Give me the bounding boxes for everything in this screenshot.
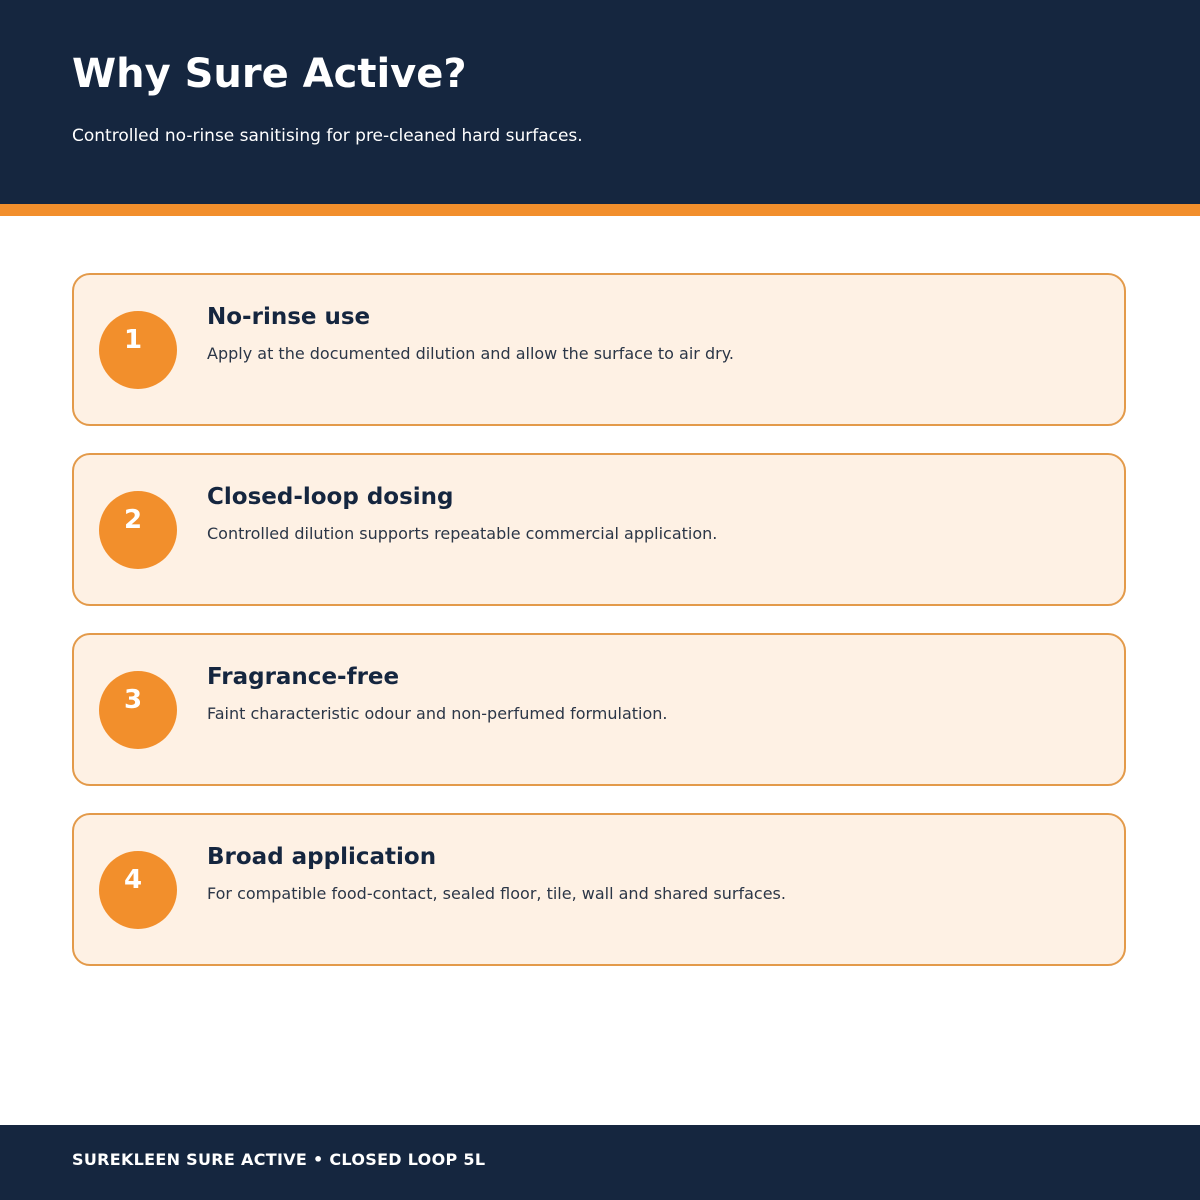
badge-number: 2 (123, 505, 143, 535)
feature-description: For compatible food-contact, sealed floor, tile, wall and shared surfaces. (207, 884, 786, 903)
footer-text: SUREKLEEN SURE ACTIVE • CLOSED LOOP 5L (72, 1150, 486, 1169)
badge-number: 1 (123, 325, 143, 355)
feature-title: Broad application (207, 844, 437, 870)
feature-card-broad-application (72, 813, 1126, 966)
page-title: Why Sure Active? (72, 51, 467, 97)
page-subtitle: Controlled no-rinse sanitising for pre-cleaned hard surfaces. (72, 126, 583, 146)
feature-card-no-rinse (72, 273, 1126, 426)
badge-number: 3 (123, 685, 143, 715)
feature-description: Apply at the documented dilution and allow the surface to air dry. (207, 344, 734, 363)
feature-title: Closed-loop dosing (207, 484, 454, 510)
feature-card-fragrance-free (72, 633, 1126, 786)
feature-title: Fragrance-free (207, 664, 400, 690)
header-banner (0, 0, 1200, 204)
footer-bar (0, 1125, 1200, 1200)
feature-description: Faint characteristic odour and non-perfumed formulation. (207, 704, 668, 723)
badge-number: 4 (123, 865, 143, 895)
feature-description: Controlled dilution supports repeatable commercial application. (207, 524, 718, 543)
feature-card-closed-loop (72, 453, 1126, 606)
accent-stripe (0, 204, 1200, 216)
feature-title: No-rinse use (207, 304, 371, 330)
